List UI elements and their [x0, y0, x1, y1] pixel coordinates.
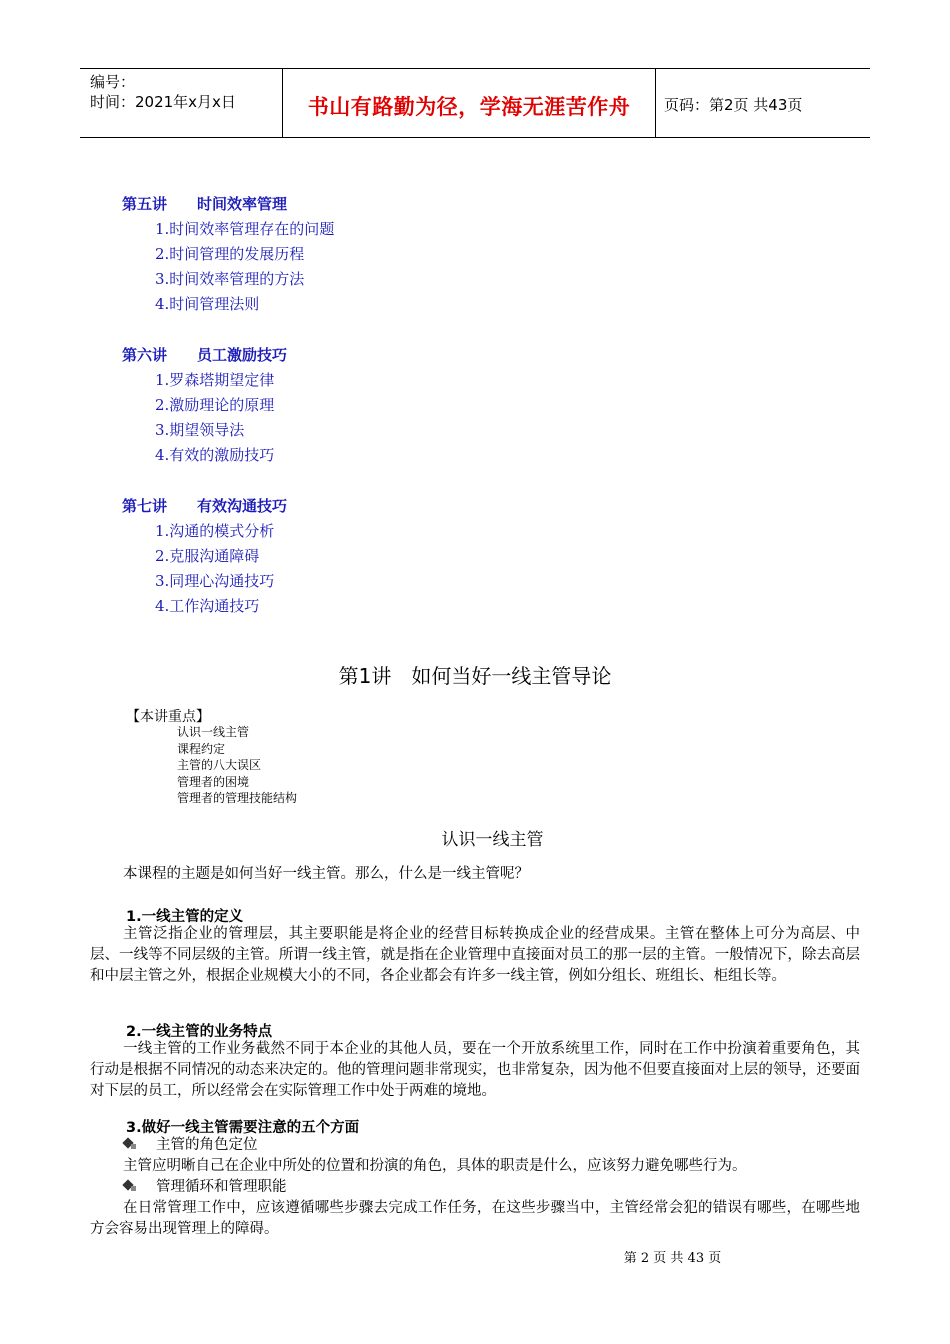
- toc-item: 4.时间管理法则: [155, 295, 260, 313]
- key-point-item: 认识一线主管: [177, 725, 250, 739]
- toc-lecture-7: [122, 494, 334, 619]
- section-3-paragraph-1: 主管应明晰自己在企业中所处的位置和扮演的角色，具体的职责是什么，应该努力避免哪些行为。: [123, 1158, 747, 1174]
- toc-lecture-name: 时间效率管理: [197, 195, 288, 213]
- diamond-bullet-icon: [122, 1179, 136, 1193]
- key-points-label: 【本讲重点】: [126, 709, 210, 725]
- toc-lecture-name: 有效沟通技巧: [197, 497, 288, 515]
- toc-item: 1.沟通的模式分析: [155, 522, 275, 540]
- toc-lecture-title: [122, 192, 334, 217]
- bullet-text: 管理循环和管理职能: [156, 1179, 287, 1195]
- toc-item: 2.克服沟通障碍: [155, 547, 260, 565]
- page-footer: 第 2 页 共 43 页: [623, 1251, 722, 1266]
- toc-lecture-title: [122, 343, 334, 368]
- bullet-item: [122, 1177, 287, 1198]
- motto-text: 书山有路勤为径，学海无涯苦作舟: [307, 95, 631, 119]
- toc-lecture-number: 第六讲: [122, 346, 168, 364]
- toc-lecture-6: [122, 343, 334, 468]
- toc-lecture-5: [122, 192, 334, 317]
- key-point-item: 管理者的困境: [177, 774, 250, 789]
- section-2-heading: 2.一线主管的业务特点: [126, 1024, 273, 1040]
- section-3-paragraph-2: 在日常管理工作中，应该遵循哪些步骤去完成工作任务，在这些步骤当中，主管经常会犯的错误有哪些，在哪些地方会容易出现管理上的障碍。: [90, 1200, 860, 1237]
- bullet-text: 主管的角色定位: [156, 1137, 258, 1153]
- toc-lecture-name: 员工激励技巧: [197, 346, 288, 364]
- table-of-contents: [122, 192, 334, 645]
- toc-item: 2.时间管理的发展历程: [155, 245, 305, 263]
- header-right-cell: [664, 69, 870, 137]
- key-point-item: 管理者的管理技能结构: [177, 791, 298, 805]
- page-label: 页码：第2页 共43页: [664, 96, 803, 114]
- header-motto-cell: [282, 69, 656, 137]
- key-point-item: 主管的八大误区: [177, 758, 262, 772]
- toc-lecture-title: [122, 494, 334, 519]
- code-label: 编号：: [90, 73, 136, 91]
- toc-item: 1.罗森塔期望定律: [155, 371, 275, 389]
- intro-paragraph: 本课程的主题是如何当好一线主管。那么，什么是一线主管呢？: [123, 866, 529, 882]
- toc-item: 3.时间效率管理的方法: [155, 270, 305, 288]
- chapter-title: 第1讲 如何当好一线主管导论: [338, 664, 612, 688]
- section-3-heading: 3.做好一线主管需要注意的五个方面: [126, 1120, 360, 1136]
- bullet-item: [122, 1135, 258, 1156]
- section-title: 认识一线主管: [441, 830, 544, 850]
- diamond-bullet-icon: [122, 1137, 136, 1151]
- toc-item: 3.同理心沟通技巧: [155, 572, 275, 590]
- page-header: [80, 68, 870, 138]
- toc-lecture-number: 第五讲: [122, 195, 168, 213]
- date-label: 时间：2021年x月x日: [90, 93, 236, 111]
- key-points-list: [177, 724, 297, 807]
- header-left-cell: [80, 69, 282, 137]
- toc-lecture-number: 第七讲: [122, 497, 168, 515]
- section-1-heading: 1.一线主管的定义: [126, 909, 244, 925]
- section-1-paragraph: 主管泛指企业的管理层，其主要职能是将企业的经营目标转换成企业的经营成果。主管在整体上可分为高层、中层、一线等不同层级的主管。所谓一线主管，就是指在企业管理中直接面对员工的那一层的主管。一般情况下，除去高层和中层主管之外，根据企业规模大小的不同，各企业都会有许多一线主管，例如分组长、班组长、柜组长等。: [90, 926, 860, 984]
- toc-item: 3.期望领导法: [155, 421, 245, 439]
- key-point-item: 课程约定: [177, 741, 226, 756]
- toc-item: 4.工作沟通技巧: [155, 597, 260, 615]
- toc-item: 1.时间效率管理存在的问题: [155, 220, 335, 238]
- section-2-paragraph: 一线主管的工作业务截然不同于本企业的其他人员，要在一个开放系统里工作，同时在工作中扮演着重要角色，其行动是根据不同情况的动态来决定的。他的管理问题非常现实，也非常复杂，因为他不但要直接面对上层的领导，还要面对下层的员工，所以经常会在实际管理工作中处于两难的境地。: [90, 1041, 860, 1099]
- toc-item: 4.有效的激励技巧: [155, 446, 275, 464]
- toc-item: 2.激励理论的原理: [155, 396, 275, 414]
